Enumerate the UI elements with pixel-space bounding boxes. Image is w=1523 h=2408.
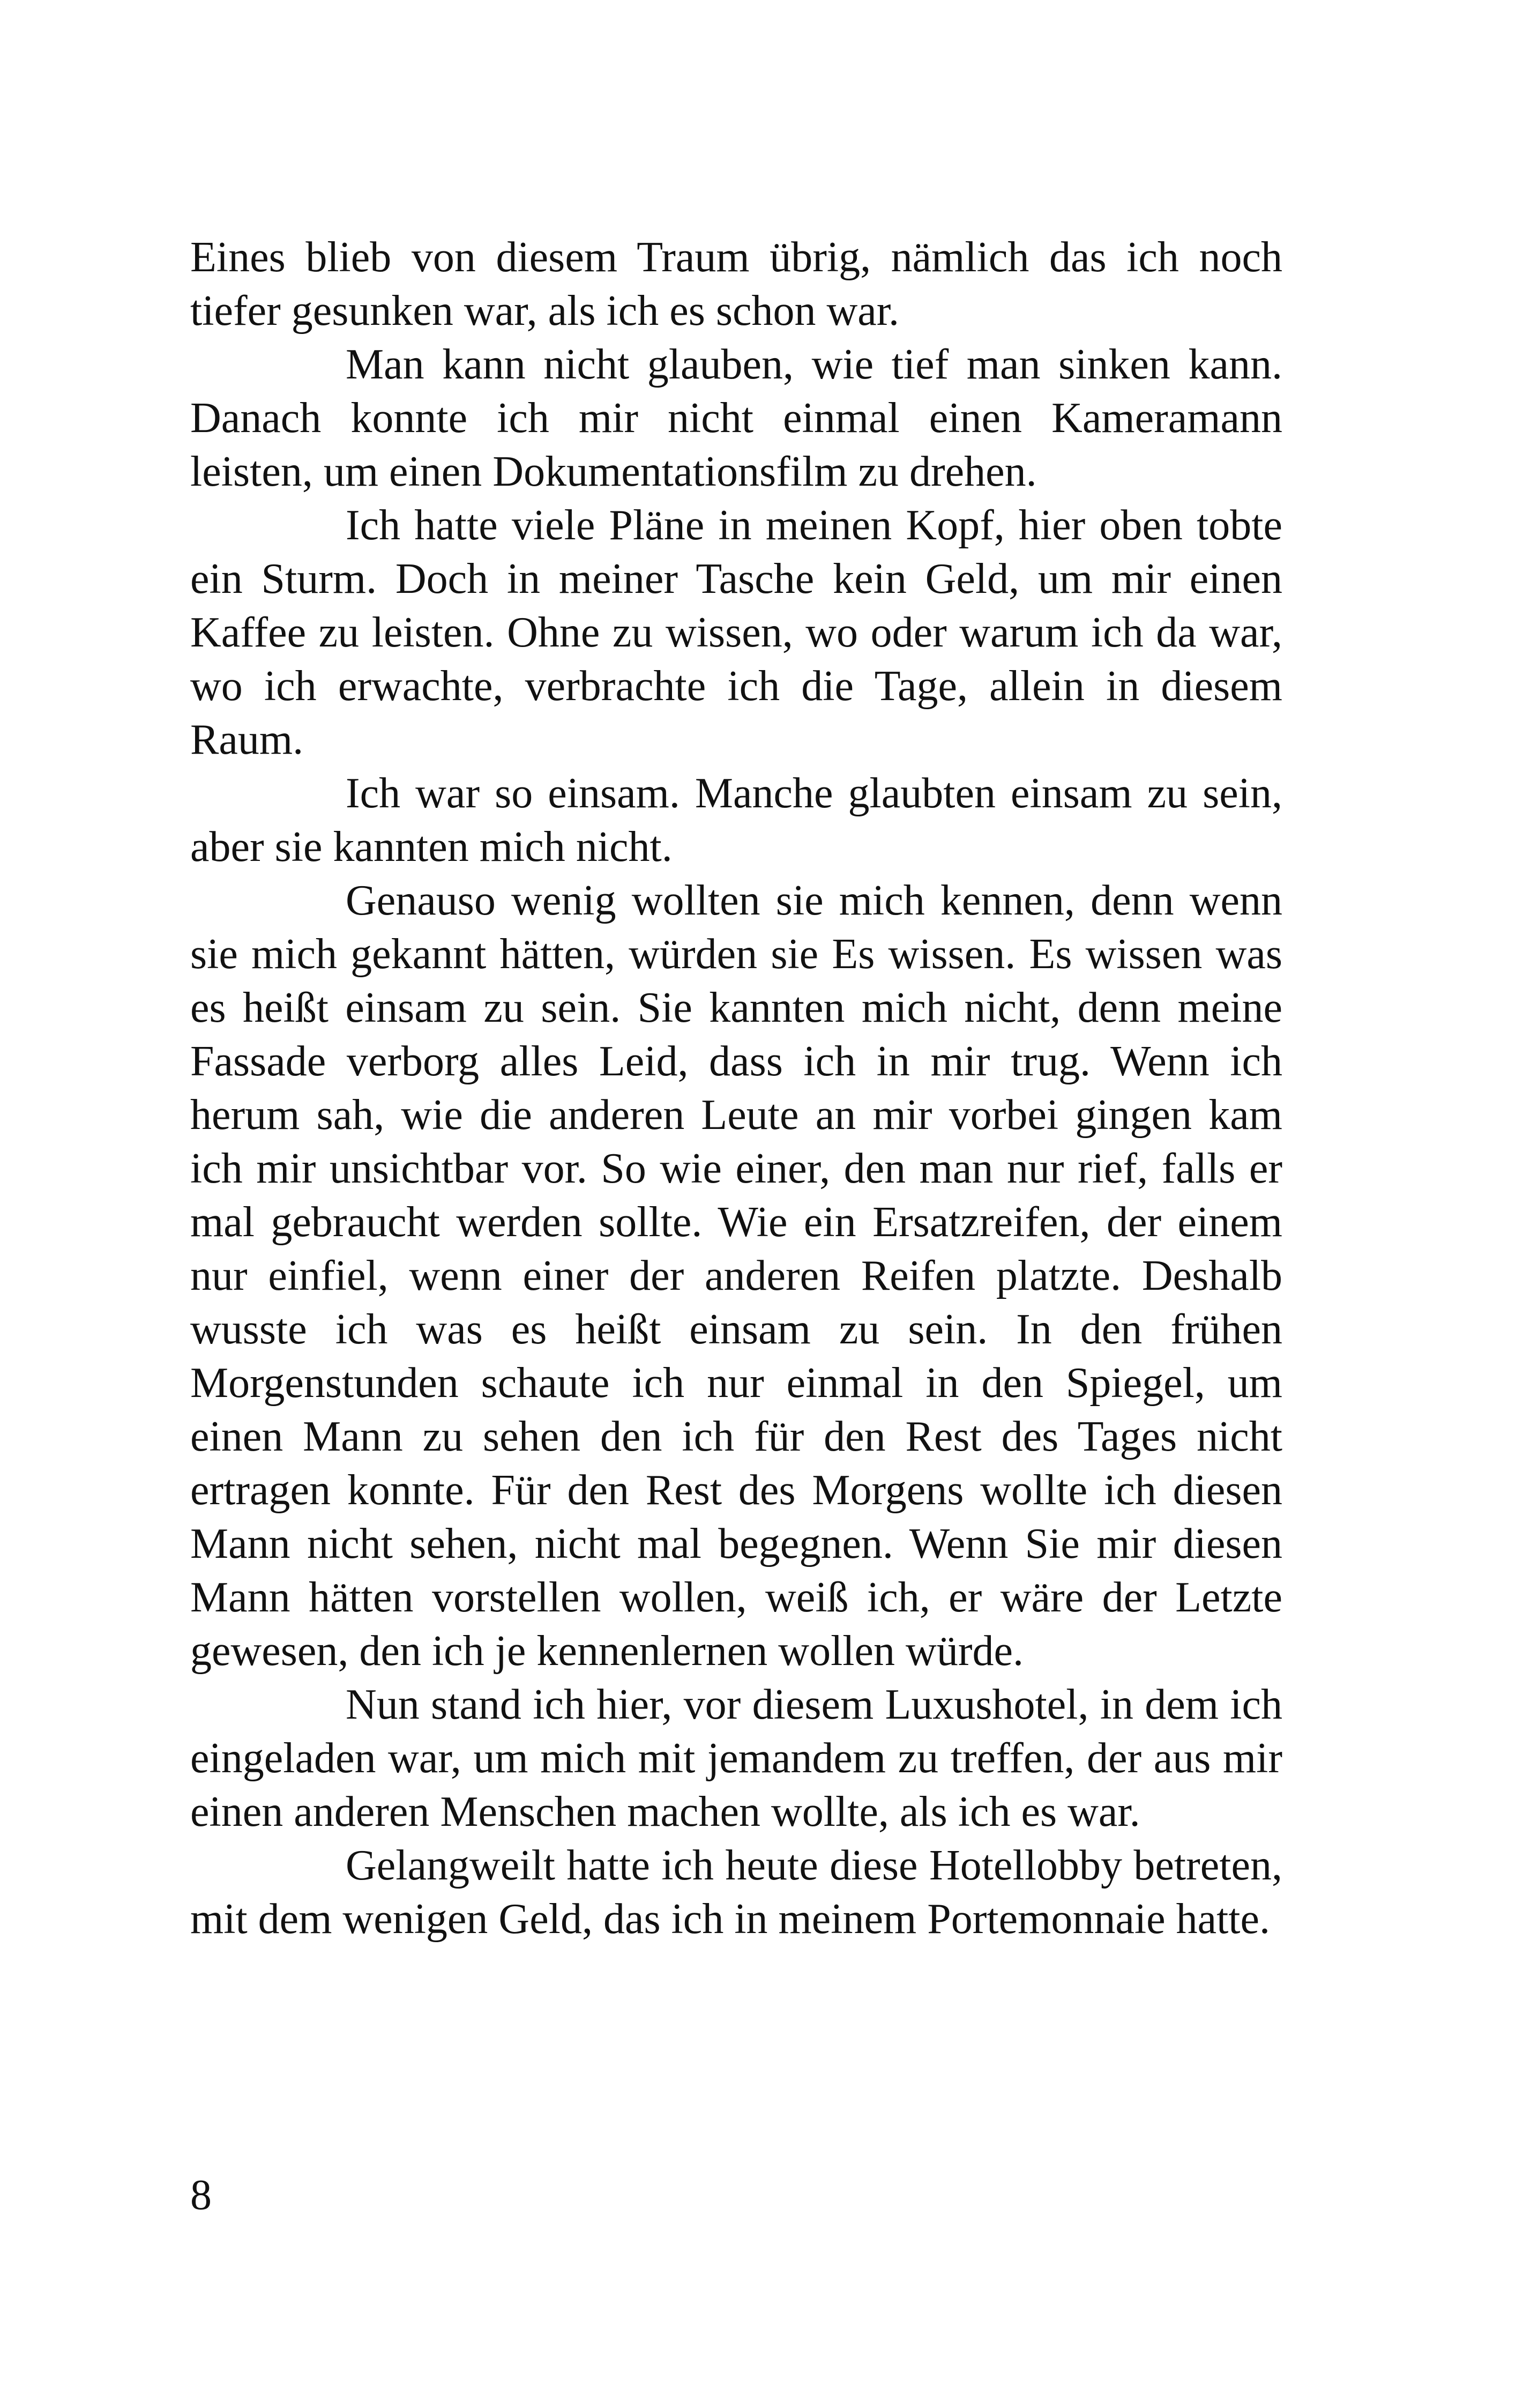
page-number: 8 xyxy=(190,2172,212,2219)
paragraph-4: Ich war so einsam. Manche glaubten einsam zu sein, aber sie kannten mich nicht. xyxy=(190,770,1282,871)
body-text xyxy=(190,231,1282,1946)
paragraph-5: Genauso wenig wollten sie mich kennen, denn wenn sie mich gekannt hätten, würden sie Es wissen. Es wissen was es heißt einsam zu sein. Sie kannten mich nicht, denn meine Fassade verborg alles Leid, dass ich in mir trug. Wenn ich herum sah, wie die anderen Leute an mir vorbei gingen kam ich mir unsichtbar vor. So wie einer, den man nur rief, falls er mal gebraucht werden sollte. Wie ein Ersatzreifen, der einem nur einfiel, wenn einer der anderen Reifen platzte. Deshalb wusste ich was es heißt einsam zu sein. In den frühen Morgenstunden schaute ich nur einmal in den Spiegel, um einen Mann zu sehen den ich für den Rest des Tages nicht ertragen konnte. Für den Rest des Morgens wollte ich diesen Mann nicht sehen, nicht mal begegnen. Wenn Sie mir diesen Mann hätten vorstellen wollen, weiß ich, er wäre der Letzte gewesen, den ich je kennenlernen wollen würde. xyxy=(190,877,1282,1675)
paragraph-3: Ich hatte viele Pläne in meinen Kopf, hier oben tobte ein Sturm. Doch in meiner Tasche kein Geld, um mir einen Kaffee zu leisten. Ohne zu wissen, wo oder warum ich da war, wo ich erwachte, verbrachte ich die Tage, allein in diesem Raum. xyxy=(190,502,1282,763)
paragraph-2: Man kann nicht glauben, wie tief man sinken kann. Danach konnte ich mir nicht einmal einen Kameramann leisten, um einen Dokumentationsfilm zu drehen. xyxy=(190,341,1282,495)
paragraph-6: Nun stand ich hier, vor diesem Luxushotel, in dem ich eingeladen war, um mich mit jemandem zu treffen, der aus mir einen anderen Menschen machen wollte, als ich es war. xyxy=(190,1681,1282,1835)
paragraph-1: Eines blieb von diesem Traum übrig, nämlich das ich noch tiefer gesunken war, als ich es schon war. xyxy=(190,234,1282,335)
paragraph-7: Gelangweilt hatte ich heute diese Hotellobby betreten, mit dem wenigen Geld, das ich in meinem Portemonnaie hatte. xyxy=(190,1842,1282,1943)
